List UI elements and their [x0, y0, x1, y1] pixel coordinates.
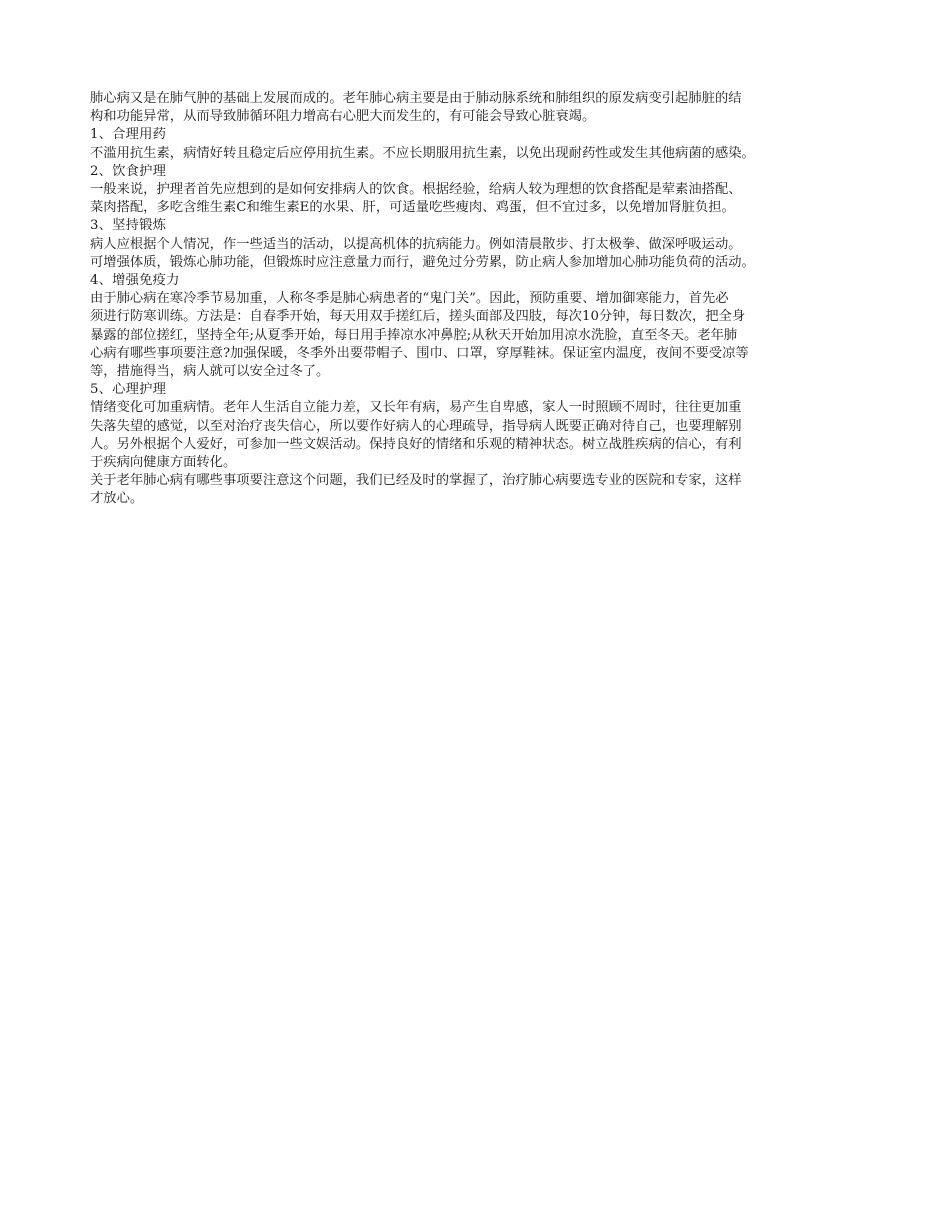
- section-heading-medication: 1、合理用药: [90, 127, 167, 143]
- intro-paragraph: 肺心病又是在肺气肿的基础上发展而成的。老年肺心病主要是由于肺动脉系统和肺组织的原发病变引起肺脏的结 构和功能异常，从而导致肺循环阻力增高右心肥大而发生的，有可能会导致心脏衰竭。: [90, 91, 742, 125]
- section-body-diet: 一般来说，护理者首先应想到的是如何安排病人的饮食。根据经验，给病人较为理想的饮食搭配是荤素油搭配、 菜肉搭配，多吃含维生素C和维生素E的水果、肝，可适量吃些瘦肉、鸡蛋，但不宜过多，以免增加肾脏负担。: [90, 182, 742, 216]
- document-page: [90, 90, 862, 509]
- section-heading-immunity: 4、增强免疫力: [90, 273, 180, 289]
- section-body-medication: 不滥用抗生素，病情好转且稳定后应停用抗生素。不应长期服用抗生素，以免出现耐药性或发生其他病菌的感染。: [90, 145, 755, 161]
- section-body-exercise: 病人应根据个人情况，作一些适当的活动，以提高机体的抗病能力。例如清晨散步、打太极拳、做深呼吸运动。 可增强体质，锻炼心肺功能，但锻炼时应注意量力而行，避免过分劳累，防止病人参加增加心肺功能负荷的活动。: [90, 236, 755, 270]
- section-heading-psychology: 5、心理护理: [90, 382, 167, 398]
- section-body-immunity: 由于肺心病在寒冷季节易加重，人称冬季是肺心病患者的“鬼门关”。因此，预防重要、增加御寒能力，首先必 须进行防寒训练。方法是：自春季开始，每天用双手搓红后，搓头面部及四肢，每次10分钟，每日数次，把全身 暴露的部位搓红，坚持全年;从夏季开始，每日用手捧凉水冲鼻腔;从秋天开始加用凉水洗脸，直至冬天。老年肺 心病有哪些事项要注意?加强保暖，冬季外出要带帽子、围巾、口罩，穿厚鞋袜。保证室内温度，夜间不要受凉等 等，措施得当，病人就可以安全过冬了。: [90, 291, 749, 380]
- section-body-psychology: 情绪变化可加重病情。老年人生活自立能力差，又长年有病，易产生自卑感，家人一时照顾不周时，往往更加重 失落失望的感觉，以至对治疗丧失信心，所以要作好病人的心理疏导，指导病人既要正确对待自己，也要理解别 人。另外根据个人爱好，可参加一些文娱活动。保持良好的情绪和乐观的精神状态。树立战胜疾病的信心，有利 于疾病向健康方面转化。: [90, 400, 742, 471]
- section-heading-exercise: 3、坚持锻炼: [90, 218, 167, 234]
- conclusion-paragraph: 关于老年肺心病有哪些事项要注意这个问题，我们已经及时的掌握了，治疗肺心病要选专业的医院和专家，这样 才放心。: [90, 473, 742, 507]
- section-heading-diet: 2、饮食护理: [90, 163, 167, 179]
